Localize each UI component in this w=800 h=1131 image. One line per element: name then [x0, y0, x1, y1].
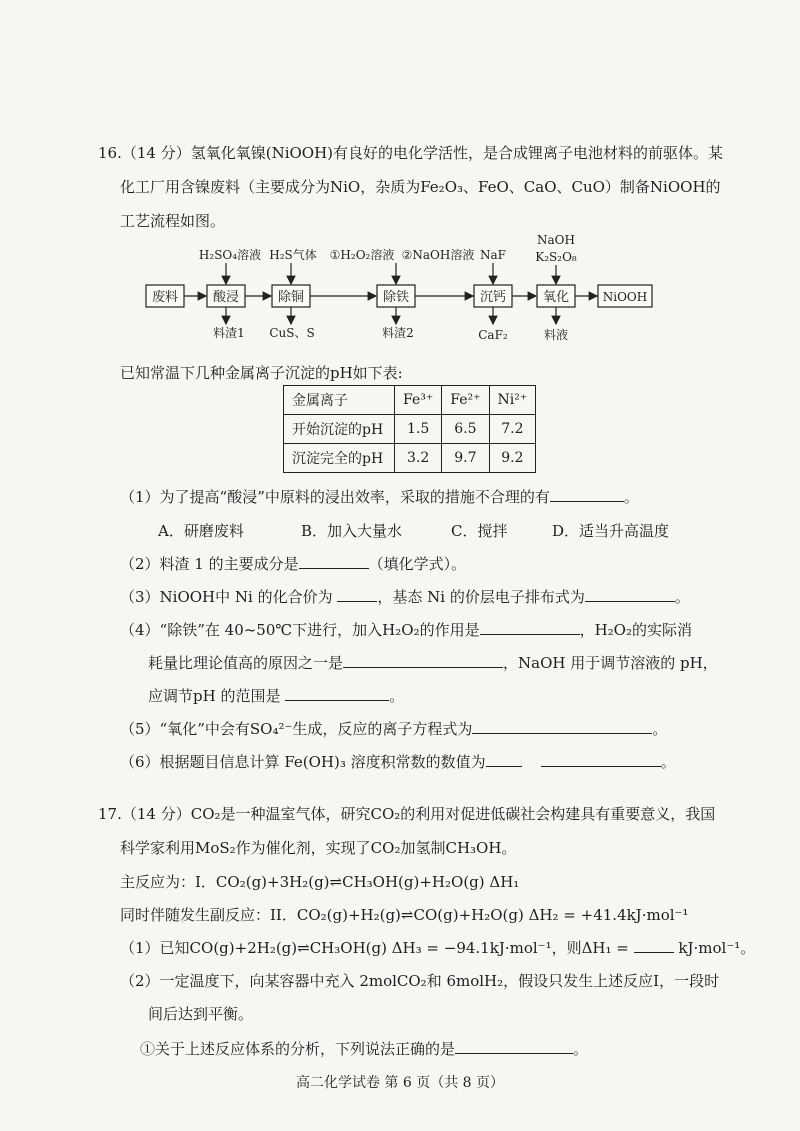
- q16-option-a: A．研磨废料: [158, 522, 244, 540]
- q17-intro-line2: 科学家利用MoS₂作为催化剂，实现了CO₂加氢制CH₃OH。: [120, 839, 517, 857]
- q16-s6-text: （6）根据题目信息计算 Fe(OH)₃ 溶度积常数的数值为: [120, 753, 486, 771]
- q17-s1-text: （1）已知CO(g)+2H₂(g)⇌CH₃OH(g) ΔH₃ = −94.1kJ·mol⁻¹，则ΔH₁ =: [120, 939, 629, 957]
- table-cell: 开始沉淀的pH: [284, 415, 395, 444]
- product-caf2: CaF₂: [478, 328, 508, 342]
- q17-line1: [98, 803, 715, 824]
- flow-label-oxidation: 氧化: [542, 290, 570, 305]
- end-mark: 。: [573, 1040, 589, 1058]
- q16-s4-line3: [148, 685, 404, 706]
- reagent-naoh: NaOH: [537, 235, 575, 247]
- q17-main-reaction: 主反应为：I．CO₂(g)+3H₂(g)⇌CH₃OH(g)+H₂O(g) ΔH₁: [120, 873, 520, 891]
- q17-s2-line1: （2）一定温度下，向某容器中充入 2molCO₂和 6molH₂，假设只发生上述反应I，一段时: [120, 972, 720, 990]
- q16-option-c: C．搅拌: [451, 522, 508, 540]
- q16-option-d: D．适当升高温度: [552, 522, 670, 540]
- q17-intro-line1: CO₂是一种温室气体，研究CO₂的利用对促进低碳社会构建具有重要意义，我国: [190, 805, 716, 823]
- q16-score: （14 分）: [121, 144, 191, 162]
- answer-blank[interactable]: [634, 938, 674, 953]
- q16-intro-line3: 工艺流程如图。: [120, 212, 226, 230]
- flow-label-waste: 废料: [151, 290, 179, 305]
- process-flow-diagram: [0, 235, 800, 345]
- flow-label-copper-removal: 除铜: [277, 290, 305, 305]
- answer-blank[interactable]: [480, 620, 580, 635]
- flow-label-product: NiOOH: [602, 290, 648, 304]
- q16-line1: [98, 142, 723, 163]
- q16-s6: [120, 751, 676, 772]
- table-cell: 3.2: [395, 444, 442, 473]
- q16-s1: [120, 486, 639, 507]
- table-header-cell: Fe³⁺: [395, 386, 442, 415]
- q16-s4-text3: 耗量比理论值高的原因之一是: [148, 654, 344, 672]
- q16-s4-text5: 应调节pH 的范围是: [148, 687, 281, 705]
- end-mark: 。: [389, 687, 405, 705]
- table-cell: 6.5: [442, 415, 489, 444]
- flow-label-acid-leach: 酸浸: [212, 290, 240, 305]
- table-row: [284, 415, 536, 444]
- product-residue2: 料渣2: [382, 326, 414, 340]
- table-cell: 7.2: [489, 415, 536, 444]
- reagent-h2so4: H₂SO₄溶液: [198, 248, 262, 262]
- table-intro: 已知常温下几种金属离子沉淀的pH如下表:: [120, 364, 403, 382]
- end-mark: 。: [623, 488, 639, 506]
- q17-s2-line2: 间后达到平衡。: [148, 1005, 254, 1023]
- answer-blank[interactable]: [486, 752, 522, 767]
- reagent-naoh-solution: ②NaOH溶液: [401, 248, 475, 262]
- q16-s2-text: （2）料渣 1 的主要成分是: [120, 555, 299, 573]
- q16-s4-line1: [120, 619, 692, 640]
- q16-s4-text4: ，NaOH 用于调节溶液的 pH，: [503, 654, 718, 672]
- table-row: [284, 386, 536, 415]
- q16-intro-line1: 氢氧化氧镍(NiOOH)有良好的电化学活性，是合成锂离子电池材料的前驱体。某: [190, 144, 724, 162]
- flow-label-calcium-precip: 沉钙: [479, 290, 507, 305]
- reagent-h2s: H₂S气体: [269, 248, 317, 262]
- end-mark: 。: [674, 588, 690, 606]
- answer-blank[interactable]: [299, 554, 369, 569]
- answer-blank[interactable]: [472, 719, 652, 734]
- table-cell: 1.5: [395, 415, 442, 444]
- q17-s2-sub-text: ①关于上述反应体系的分析，下列说法正确的是: [140, 1040, 456, 1058]
- table-row: [284, 444, 536, 473]
- q16-s1-text: （1）为了提高“酸浸”中原料的浸出效率，采取的措施不合理的有: [120, 488, 550, 506]
- table-cell: 沉淀完全的pH: [284, 444, 395, 473]
- end-mark: 。: [652, 720, 668, 738]
- answer-blank[interactable]: [541, 752, 661, 767]
- q16-s5-text: （5）“氧化”中会有SO₄²⁻生成，反应的离子方程式为: [120, 720, 473, 738]
- q16-s4-text2: ，H₂O₂的实际消: [579, 621, 692, 639]
- q16-s4-line2: [148, 652, 718, 673]
- q17-s2-sub: [140, 1038, 588, 1059]
- flow-label-iron-removal: 除铁: [382, 290, 410, 305]
- q16-s3: [120, 586, 690, 607]
- product-filtrate: 料液: [543, 328, 569, 342]
- product-cus-s: CuS、S: [269, 326, 315, 340]
- table-header-cell: Fe²⁺: [442, 386, 489, 415]
- page-footer: 高二化学试卷 第 6 页（共 8 页）: [295, 1075, 505, 1091]
- end-mark: 。: [660, 753, 676, 771]
- q16-s3-text2: ，基态 Ni 的价层电子排布式为: [377, 588, 585, 606]
- reagent-naf: NaF: [480, 248, 506, 262]
- table-cell: 9.7: [442, 444, 489, 473]
- answer-blank[interactable]: [285, 686, 389, 701]
- table-cell: 9.2: [489, 444, 536, 473]
- answer-blank[interactable]: [550, 487, 624, 502]
- q16-number: 16.: [98, 144, 122, 162]
- product-residue1: 料渣1: [213, 326, 245, 340]
- q17-s1: [120, 937, 755, 958]
- answer-blank[interactable]: [337, 587, 377, 602]
- q17-number: 17.: [98, 805, 122, 823]
- answer-blank[interactable]: [343, 653, 503, 668]
- q16-s5: [120, 718, 667, 739]
- table-header-cell: Ni²⁺: [489, 386, 536, 415]
- reagent-k2s2o8: K₂S₂O₈: [535, 250, 577, 264]
- reagent-h2o2: ①H₂O₂溶液: [329, 248, 395, 262]
- answer-blank[interactable]: [455, 1039, 573, 1054]
- q16-s2-suffix: （填化学式）。: [368, 555, 467, 573]
- q16-intro-line2: 化工厂用含镍废料（主要成分为NiO，杂质为Fe₂O₃、FeO、CaO、CuO）制备NiOOH的: [120, 178, 721, 196]
- q17-score: （14 分）: [121, 805, 191, 823]
- table-header-cell: 金属离子: [284, 386, 395, 415]
- q16-s3-text: （3）NiOOH中 Ni 的化合价为: [120, 588, 333, 606]
- q17-side-reaction: 同时伴随发生副反应：II．CO₂(g)+H₂(g)⇌CO(g)+H₂O(g) ΔH₂ = +41.4kJ·mol⁻¹: [120, 906, 689, 924]
- q17-s1-unit: kJ·mol⁻¹。: [678, 939, 756, 957]
- answer-blank[interactable]: [585, 587, 675, 602]
- q16-s2: [120, 553, 466, 574]
- q16-s4-text: （4）“除铁”在 40~50℃下进行，加入H₂O₂的作用是: [120, 621, 480, 639]
- ph-table: [283, 385, 536, 473]
- q16-option-b: B．加入大量水: [301, 522, 403, 540]
